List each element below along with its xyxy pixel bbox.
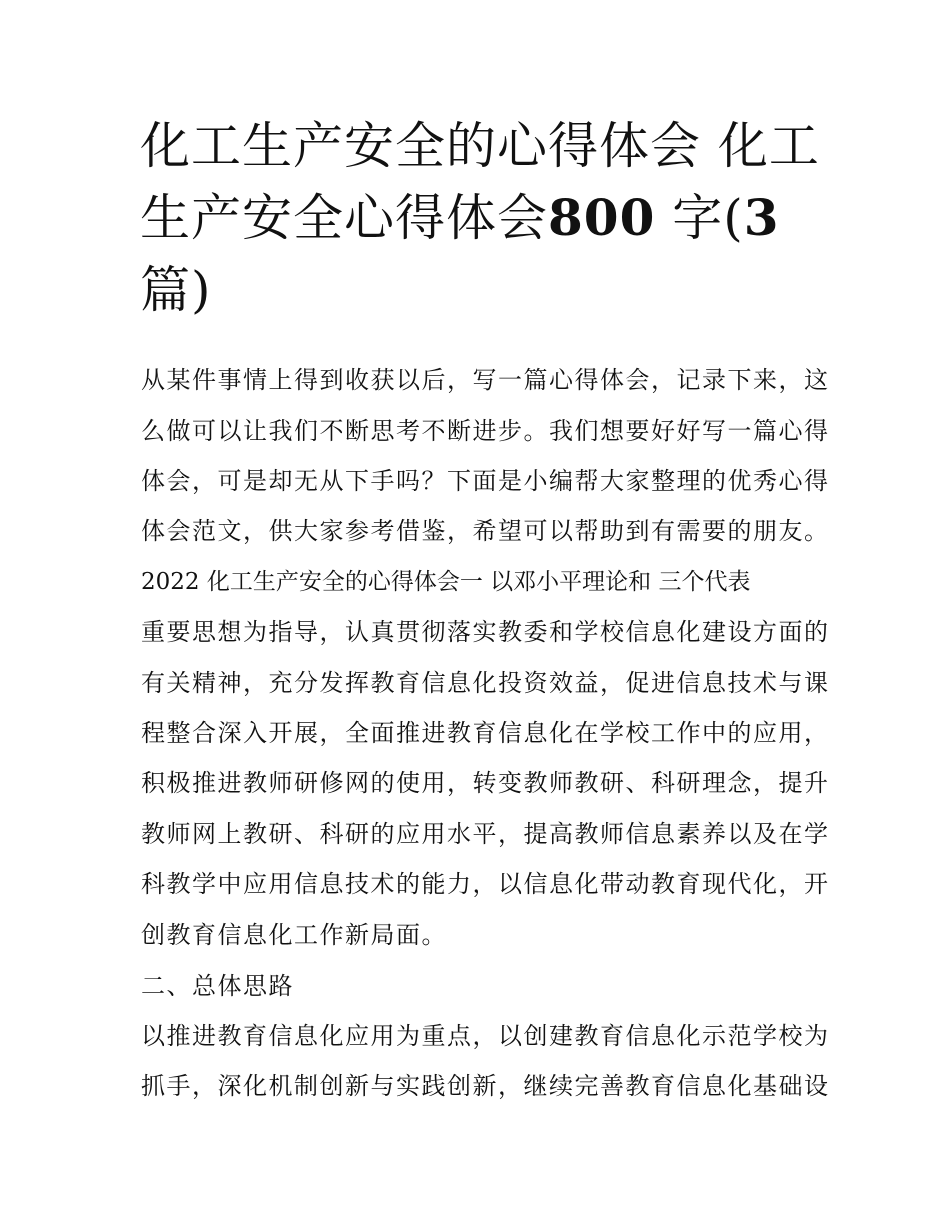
body-line: 科教学中应用信息技术的能力，以信息化带动教育现代化，开 [141,870,830,898]
body-line: 创教育信息化工作新局面。 [141,921,447,949]
body-line: 2022 化工生产安全的心得体会一 以邓小平理论和 三个代表 [141,569,751,595]
title-line-1: 化工生产安全的心得体会 化工 [140,117,820,175]
body-line: 程整合深入开展，全面推进教育信息化在学校工作中的应用， [141,719,830,747]
body-line: 体会，可是却无从下手吗？下面是小编帮大家整理的优秀心得 [141,467,830,495]
title-line-2: 生产安全心得体会 [140,189,548,247]
section-heading: 二、总体思路 [141,972,294,1000]
body-line: 抓手，深化机制创新与实践创新，继续完善教育信息化基础设 [141,1072,830,1100]
title-piece-count: 3 [743,188,780,247]
body-line: 么做可以让我们不断思考不断进步。我们想要好好写一篇心得 [141,417,830,445]
body-line: 教师网上教研、科研的应用水平，提高教师信息素养以及在学 [141,820,830,848]
body-line: 体会范文，供大家参考借鉴，希望可以帮助到有需要的朋友。 [141,517,830,545]
title-line-3: 篇) [140,261,212,319]
body-line: 重要思想为指导，认真贯彻落实教委和学校信息化建设方面的 [141,618,830,646]
body-line: 从某件事情上得到收获以后，写一篇心得体会，记录下来，这 [141,366,830,394]
title-suffix: 字( [655,189,744,247]
body-line: 积极推进教师研修网的使用，转变教师教研、科研理念，提升 [141,769,830,797]
title-word-count: 800 [548,188,656,247]
body-line: 以推进教育信息化应用为重点，以创建教育信息化示范学校为 [141,1022,830,1050]
body-line: 有关精神，充分发挥教育信息化投资效益，促进信息技术与课 [141,669,830,697]
document-title [140,110,820,326]
